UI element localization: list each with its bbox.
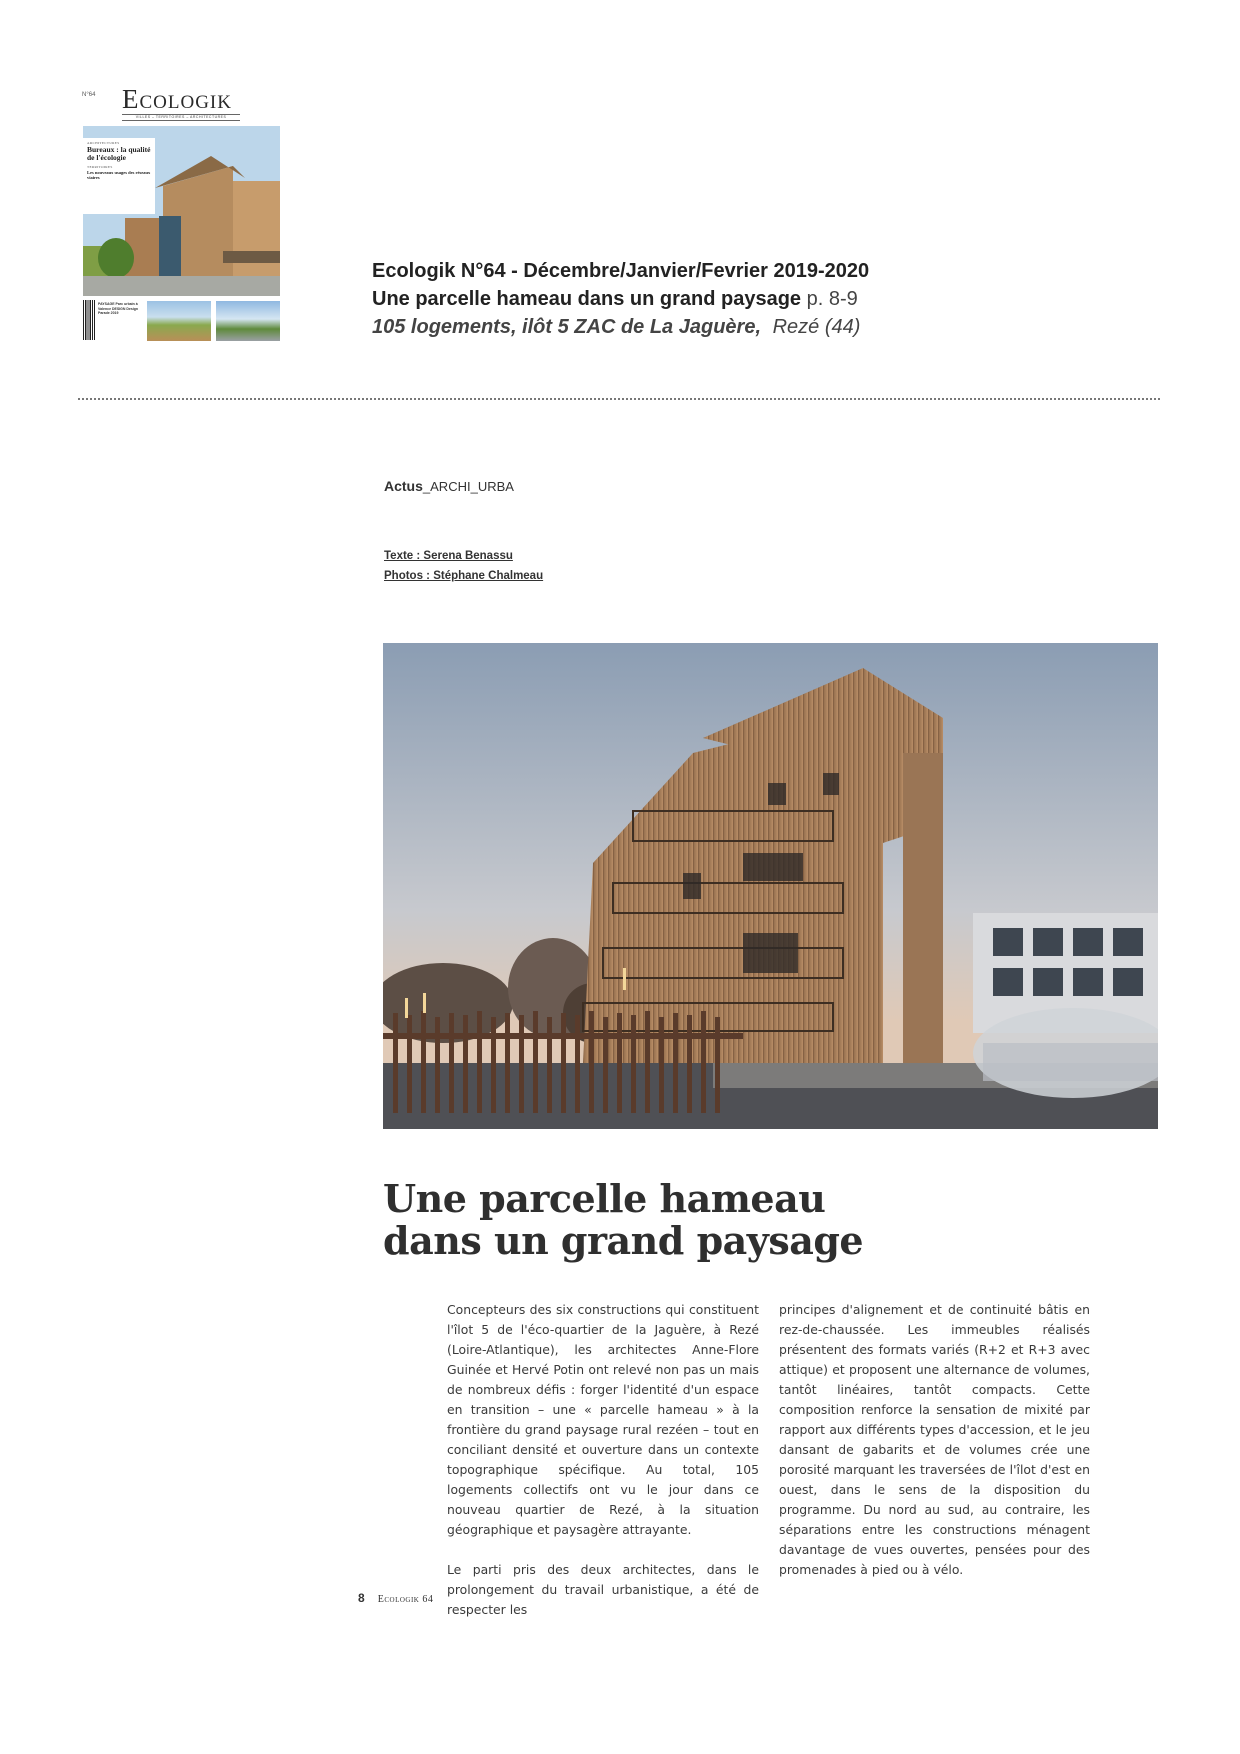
headline-line-2: dans un grand paysage [383,1218,864,1263]
cover-panel-subheadline: Les nouveaux usages des réseaux viaires [87,170,151,180]
cover-thumbnail-park [147,301,211,341]
section-tag [384,478,514,494]
footer-magazine: Ecologik [377,1594,420,1605]
cover-bottom-text: PAYSAGE Parc urbain à Valence DESIGN Design Parade 2019 [98,302,139,315]
cover-photo [83,126,280,296]
article-reference [372,257,992,341]
article-column-left [447,1300,759,1640]
cover-bottom-strip [83,300,280,342]
page-footer [358,1591,433,1605]
reference-project-line [372,313,992,341]
subsection-name: ARCHI_URBA [430,479,514,494]
article-headline [383,1178,863,1262]
page-number: 8 [358,1591,365,1605]
headline-line-1: Une parcelle hameau [383,1176,826,1221]
footer-issue: 64 [422,1594,434,1605]
article-photo [383,643,1158,1129]
photo-credit: Photos : Stéphane Chalmeau [384,570,544,582]
section-name: Actus [384,478,423,494]
cover-tagline: VILLES – TERRITOIRES – ARCHITECTURES [122,114,240,121]
reference-place: Rezé (44) [772,316,861,338]
cover-issue-number: N°64 [82,92,96,98]
paragraph: principes d'alignement et de continuité bâtis en rez-de-chaussée. Les immeubles réalisés présentent des formats variés (R+2 et R+3 avec attique) et proposent une alternance de volumes, tantôt linéaires, tantôt compacts. Cette composition renforce la sensation de mixité par rapport aux différents types d'accession, et le jeu dansant de gabarits et de volumes crée une porosité marquant les traversées de l'îlot d'est en ouest, dans le sens de la disposition du programme. Du nord au sud, au contraire, les séparations entre les constructions ménagent davantage de vues ouvertes, pensées pour des promenades à pied ou à vélo. [779,1302,1090,1577]
cover-panel-headline: Bureaux : la qualité de l'écologie [87,145,151,162]
reference-title-line [372,285,992,313]
cover-thumbnail-street [216,301,280,341]
paragraph: Le parti pris des deux architectes, dans le prolongement du travail urbanistique, a été de respecter les [447,1562,759,1617]
cover-title: Ecologik [122,84,232,114]
reference-issue: Ecologik N°64 - Décembre/Janvier/Fevrier 2019-2020 [372,260,870,282]
dotted-divider [78,398,1160,400]
reference-title: Une parcelle hameau dans un grand paysage [372,288,802,310]
article-credits [384,546,543,586]
cover-masthead [78,78,283,124]
wooden-building-illustration [383,643,1158,1129]
cover-barcode [83,300,95,340]
cover-panel-category: ARCHITECTURES [87,141,120,145]
reference-project: 105 logements, ilôt 5 ZAC de La Jaguère, [372,316,762,338]
magazine-cover [78,78,283,346]
text-credit: Texte : Serena Benassu [384,550,513,562]
paragraph: Concepteurs des six constructions qui constituent l'îlot 5 de l'éco-quartier de la Jaguère, à Rezé (Loire-Atlantique), les architectes Anne-Flore Guinée et Hervé Potin ont relevé non pas un mais de nombreux défis : forger l'identité d'un espace en transition – une « parcelle hameau » à la frontière du grand paysage rural rezéen – tout en conciliant densité et ouverture dans un contexte topographique spécifique. Au total, 105 logements collectifs ont vu le jour dans ce nouveau quartier de Rezé, à la situation géographique et paysagère attrayante. [447,1302,759,1537]
reference-pages: p. 8-9 [806,288,858,310]
cover-text-panel [83,138,155,214]
section-separator: _ [422,479,431,494]
cover-panel-category2: TERRITOIRES [87,165,113,169]
article-column-right [779,1300,1090,1600]
